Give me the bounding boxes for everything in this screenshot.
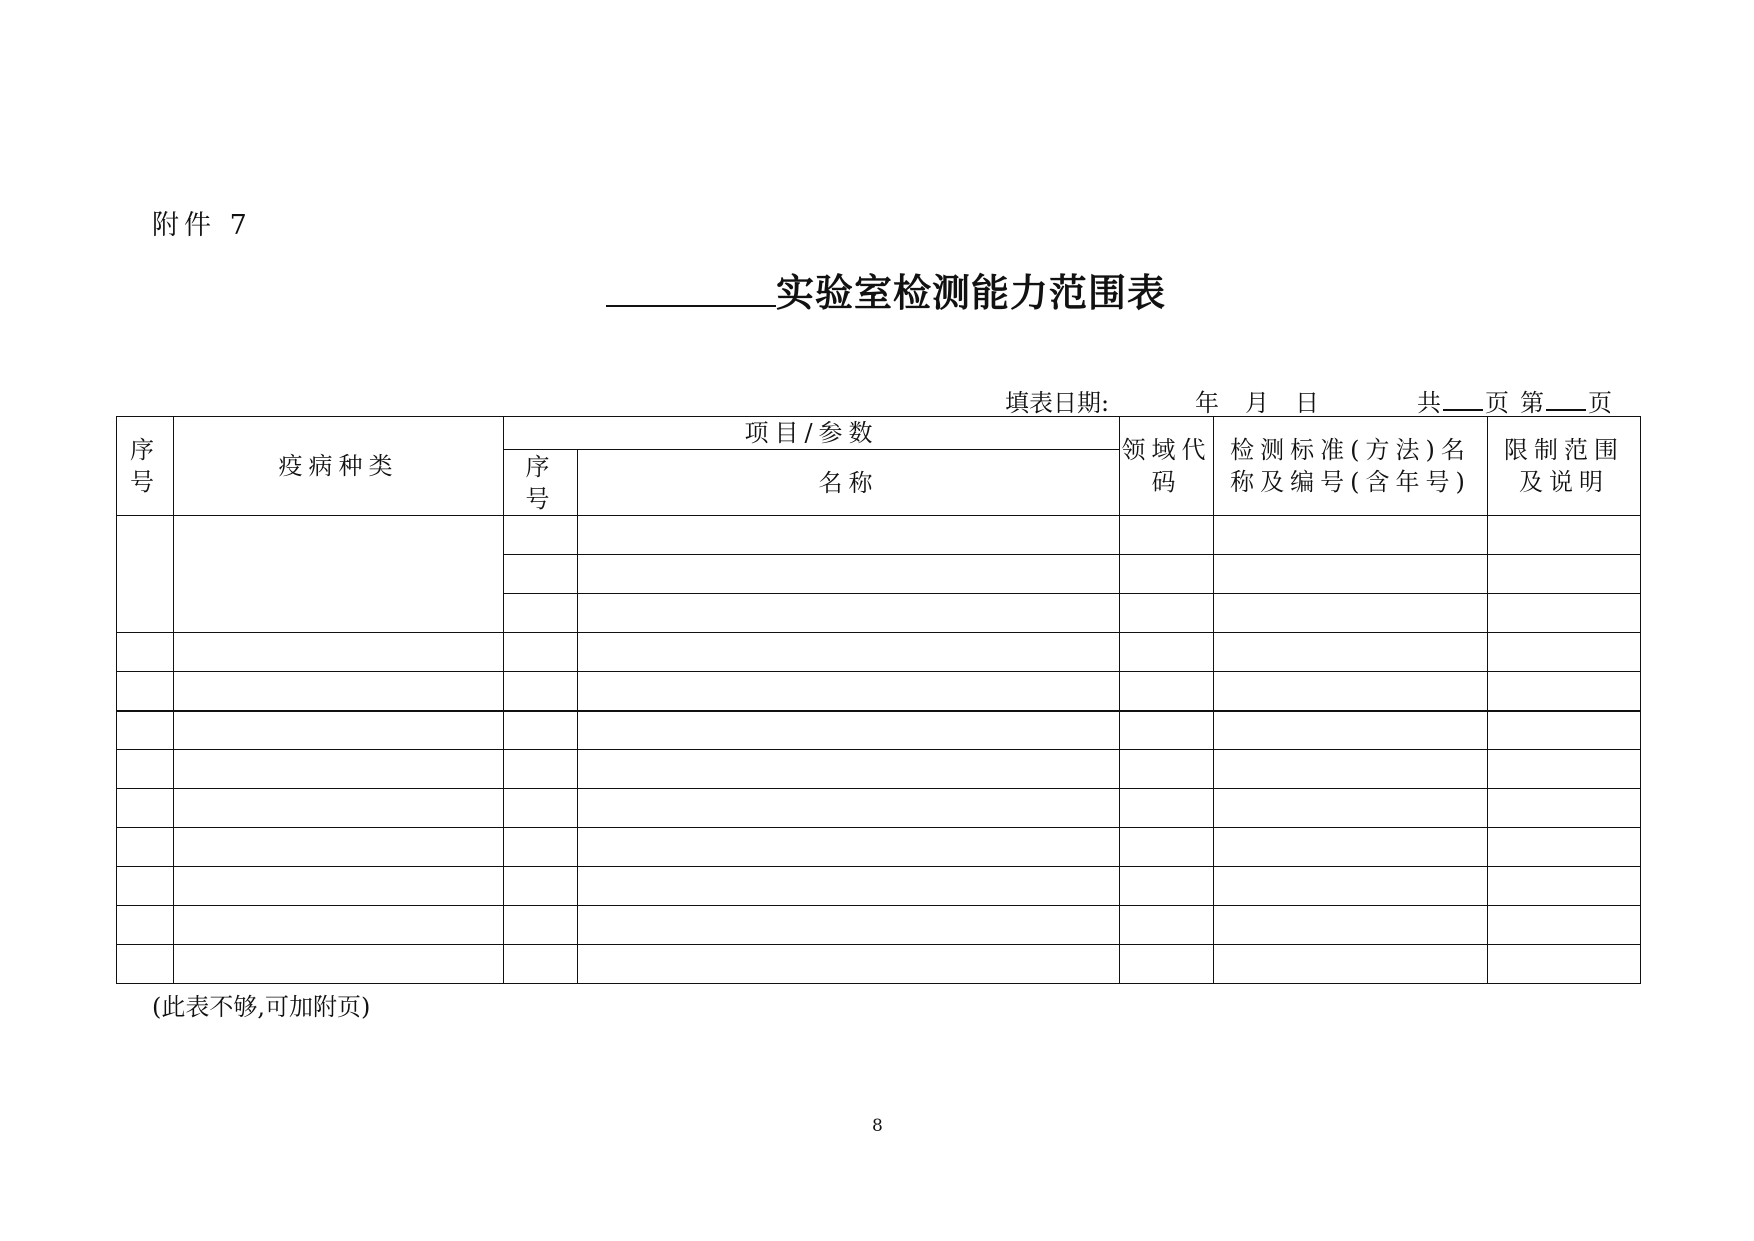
month-label: 月 [1245,389,1269,417]
cell-item-name[interactable] [578,672,1120,711]
cell-item-seq[interactable] [504,555,578,594]
cell-disease-type[interactable] [174,750,504,789]
table-row [117,828,1641,867]
cell-limits[interactable] [1488,789,1641,828]
cell-limits[interactable] [1488,828,1641,867]
cell-item-name[interactable] [578,516,1120,555]
current-prefix: 第 [1520,389,1544,417]
header-seq: 序号 [117,417,174,516]
cell-limits[interactable] [1488,633,1641,672]
cell-disease-type[interactable] [174,672,504,711]
total-prefix: 共 [1417,389,1441,417]
cell-limits[interactable] [1488,711,1641,750]
cell-field-code[interactable] [1120,633,1214,672]
cell-seq[interactable] [117,711,174,750]
table-row [117,945,1641,984]
cell-standard[interactable] [1214,516,1488,555]
cell-standard[interactable] [1214,906,1488,945]
cell-limits[interactable] [1488,516,1641,555]
capability-table [116,416,1641,984]
attachment-label: 附件 7 [152,210,252,241]
cell-seq[interactable] [117,789,174,828]
cell-item-seq[interactable] [504,828,578,867]
cell-item-seq[interactable] [504,711,578,750]
table-row [117,633,1641,672]
header-item-name: 名称 [578,450,1120,516]
page-total [1417,383,1509,418]
cell-item-name[interactable] [578,555,1120,594]
cell-field-code[interactable] [1120,867,1214,906]
cell-standard[interactable] [1214,555,1488,594]
cell-disease-type[interactable] [174,633,504,672]
cell-disease-type[interactable] [174,711,504,750]
cell-disease-type[interactable] [174,906,504,945]
cell-item-name[interactable] [578,945,1120,984]
cell-seq[interactable] [117,867,174,906]
current-page-word: 页 [1588,389,1612,417]
cell-field-code[interactable] [1120,789,1214,828]
cell-item-name[interactable] [578,867,1120,906]
cell-item-name[interactable] [578,906,1120,945]
page-title: 实验室检测能力范围表 [776,271,1167,315]
cell-seq[interactable] [117,633,174,672]
cell-item-seq[interactable] [504,789,578,828]
cell-item-name[interactable] [578,633,1120,672]
cell-disease-type[interactable] [174,789,504,828]
year-label: 年 [1195,389,1219,417]
cell-standard[interactable] [1214,945,1488,984]
table-row [117,711,1641,750]
cell-item-seq[interactable] [504,750,578,789]
cell-disease-type[interactable] [174,516,504,633]
cell-item-name[interactable] [578,789,1120,828]
cell-item-seq[interactable] [504,594,578,633]
cell-seq[interactable] [117,750,174,789]
cell-field-code[interactable] [1120,516,1214,555]
header-item-seq: 序号 [504,450,578,516]
cell-limits[interactable] [1488,672,1641,711]
cell-field-code[interactable] [1120,672,1214,711]
cell-standard[interactable] [1214,594,1488,633]
cell-seq[interactable] [117,945,174,984]
cell-item-seq[interactable] [504,672,578,711]
header-field-code: 领域代码 [1120,417,1214,516]
title-fill-blank[interactable] [606,305,776,307]
day-label: 日 [1295,389,1319,417]
table-row [117,867,1641,906]
cell-seq[interactable] [117,516,174,633]
cell-limits[interactable] [1488,750,1641,789]
cell-item-seq[interactable] [504,945,578,984]
header-limits: 限制范围及说明 [1488,417,1641,516]
cell-item-name[interactable] [578,594,1120,633]
cell-field-code[interactable] [1120,945,1214,984]
cell-item-seq[interactable] [504,867,578,906]
cell-standard[interactable] [1214,672,1488,711]
total-page-word: 页 [1485,389,1509,417]
header-disease-type: 疫病种类 [174,417,504,516]
cell-item-name[interactable] [578,828,1120,867]
cell-item-seq[interactable] [504,906,578,945]
cell-seq[interactable] [117,906,174,945]
date-label: 填表日期: [1005,389,1110,417]
cell-field-code[interactable] [1120,594,1214,633]
cell-field-code[interactable] [1120,711,1214,750]
page-number: 8 [872,1116,883,1136]
cell-item-seq[interactable] [504,516,578,555]
cell-disease-type[interactable] [174,945,504,984]
cell-limits[interactable] [1488,945,1641,984]
table-row [117,672,1641,711]
cell-standard[interactable] [1214,867,1488,906]
table-row [117,906,1641,945]
cell-seq[interactable] [117,828,174,867]
cell-item-name[interactable] [578,750,1120,789]
page-current [1520,383,1612,418]
cell-disease-type[interactable] [174,867,504,906]
header-item-parameter: 项目/参数 [504,417,1120,450]
cell-item-seq[interactable] [504,633,578,672]
cell-disease-type[interactable] [174,828,504,867]
cell-seq[interactable] [117,672,174,711]
cell-field-code[interactable] [1120,750,1214,789]
cell-standard[interactable] [1214,750,1488,789]
cell-limits[interactable] [1488,906,1641,945]
cell-item-name[interactable] [578,711,1120,750]
current-page-blank[interactable] [1546,409,1586,411]
cell-standard[interactable] [1214,711,1488,750]
date-line [1005,383,1665,417]
table-row [117,750,1641,789]
cell-field-code[interactable] [1120,828,1214,867]
cell-limits[interactable] [1488,555,1641,594]
cell-standard[interactable] [1214,789,1488,828]
total-pages-blank[interactable] [1443,409,1483,411]
cell-field-code[interactable] [1120,555,1214,594]
table-note: (此表不够,可加附页) [152,993,371,1021]
cell-standard[interactable] [1214,633,1488,672]
cell-limits[interactable] [1488,594,1641,633]
cell-standard[interactable] [1214,828,1488,867]
table-row [117,789,1641,828]
cell-field-code[interactable] [1120,906,1214,945]
cell-limits[interactable] [1488,867,1641,906]
header-standard: 检测标准(方法)名称及编号(含年号) [1214,417,1488,516]
